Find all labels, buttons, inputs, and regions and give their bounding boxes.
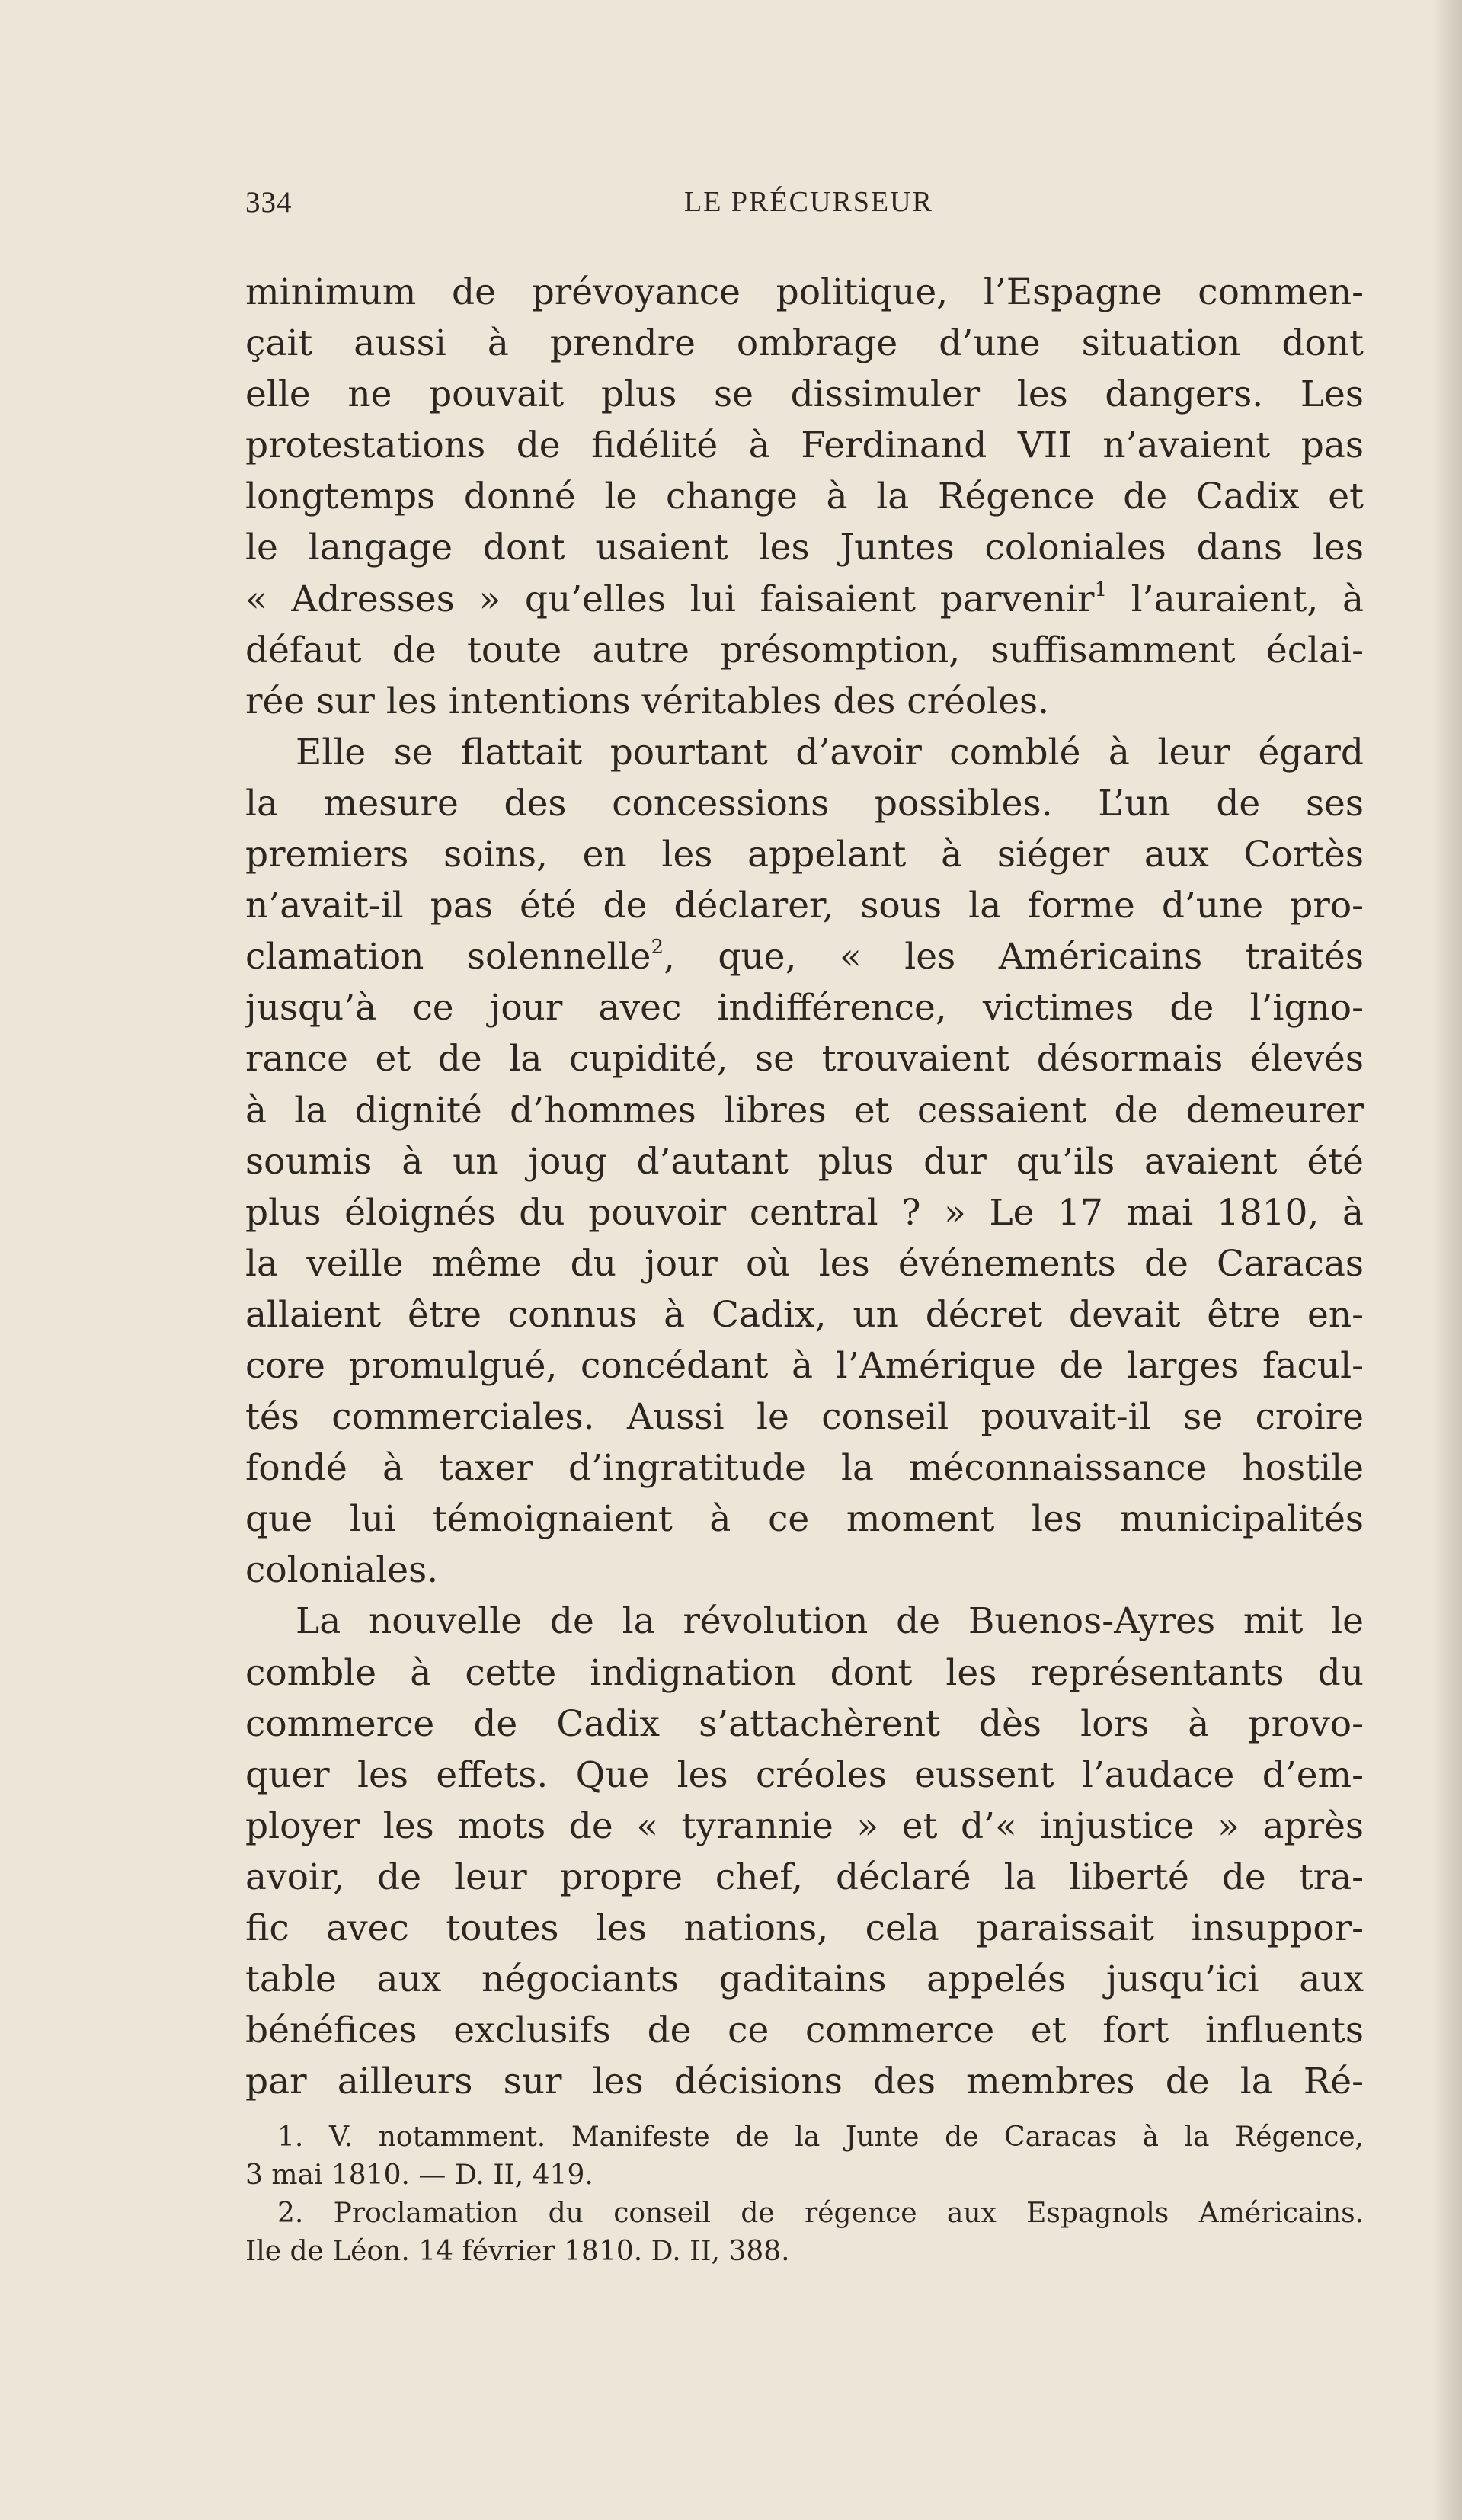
text-line: protestations de fidélité à Ferdinand VII n’avaient pas — [245, 424, 1364, 467]
text-line: le langage dont usaient les Juntes coloniales dans les — [245, 527, 1364, 569]
text-line: à la dignité d’hommes libres et cessaient de demeurer — [245, 1089, 1364, 1132]
text-line: n’avait-il pas été de déclarer, sous la forme d’une pro- — [245, 885, 1364, 927]
scan-shadow-edge — [1432, 0, 1462, 2520]
text-line: tés commerciales. Aussi le conseil pouvait-il se croire — [245, 1396, 1364, 1439]
text-segment: clamation solennelle — [245, 936, 651, 978]
text-segment: « Adresses » qu’elles lui faisaient parvenir — [245, 578, 1095, 620]
text-line: défaut de toute autre présomption, suffisamment éclai- — [245, 629, 1364, 671]
text-line: allaient être connus à Cadix, un décret devait être en- — [245, 1293, 1364, 1336]
text-line: core promulgué, concédant à l’Amérique de larges facul- — [245, 1344, 1364, 1387]
text-line: la mesure des concessions possibles. L’un de ses — [245, 782, 1364, 825]
text-line: longtemps donné le change à la Régence de Cadix et — [245, 476, 1364, 518]
footnote-line: Ile de Léon. 14 février 1810. D. II, 388. — [245, 2236, 790, 2267]
text-line: que lui témoignaient à ce moment les municipalités — [245, 1498, 1364, 1541]
text-line: soumis à un joug d’autant plus dur qu’ils avaient été — [245, 1140, 1364, 1183]
footnotes — [245, 2118, 1364, 2271]
text-line: fic avec toutes les nations, cela paraissait insuppor- — [245, 1907, 1364, 1949]
footnote-line: 2. Proclamation du conseil de régence aux Espagnols Américains. — [277, 2198, 1364, 2229]
text-line: table aux négociants gaditains appelés jusqu’ici aux — [245, 1958, 1364, 2001]
text-line: rance et de la cupidité, se trouvaient désormais élevés — [245, 1038, 1364, 1081]
footnote-line: 1. V. notamment. Manifeste de la Junte de Caracas à la Régence, — [277, 2121, 1364, 2153]
text-line: avoir, de leur propre chef, déclaré la liberté de tra- — [245, 1856, 1364, 1898]
text-line: bénéfices exclusifs de ce commerce et fort influents — [245, 2009, 1364, 2052]
text-line: coloniales. — [245, 1549, 439, 1592]
running-head — [245, 185, 1364, 231]
page-number: 334 — [245, 186, 293, 219]
body-text — [245, 267, 1364, 2107]
footnote-ref: 1 — [1094, 578, 1108, 601]
footnote-ref: 2 — [651, 936, 664, 959]
running-title: LE PRÉCURSEUR — [684, 186, 933, 218]
text-line — [245, 931, 1364, 982]
text-line: elle ne pouvait plus se dissimuler les dangers. Les — [245, 373, 1364, 416]
text-line: ployer les mots de « tyrannie » et d’« injustice » après — [245, 1804, 1364, 1847]
text-line: par ailleurs sur les décisions des membres de la Ré- — [245, 2061, 1364, 2103]
text-line: comble à cette indignation dont les représentants du — [245, 1651, 1364, 1694]
text-line: quer les effets. Que les créoles eussent l’audace d’em- — [245, 1753, 1364, 1796]
text-line: Elle se flattait pourtant d’avoir comblé à leur égard — [296, 731, 1364, 773]
text-line — [245, 574, 1364, 625]
text-line: çait aussi à prendre ombrage d’une situation dont — [245, 322, 1364, 365]
text-line: minimum de prévoyance politique, l’Espagne commen- — [245, 271, 1364, 313]
text-line: fondé à taxer d’ingratitude la méconnaissance hostile — [245, 1447, 1364, 1490]
text-line: commerce de Cadix s’attachèrent dès lors à provo- — [245, 1702, 1364, 1745]
text-segment: l’auraient, à — [1107, 578, 1364, 620]
text-line: premiers soins, en les appelant à siéger aux Cortès — [245, 834, 1364, 876]
text-line: la veille même du jour où les événements de Caracas — [245, 1242, 1364, 1285]
text-line: jusqu’à ce jour avec indifférence, victimes de l’igno- — [245, 987, 1364, 1029]
text-line: rée sur les intentions véritables des créoles. — [245, 680, 1050, 722]
text-segment: , que, « les Américains traités — [663, 936, 1364, 978]
text-line: plus éloignés du pouvoir central ? » Le 17 mai 1810, à — [245, 1191, 1364, 1234]
text-line: La nouvelle de la révolution de Buenos-Ayres mit le — [296, 1600, 1364, 1643]
footnote-line: 3 mai 1810. — D. II, 419. — [245, 2160, 593, 2191]
